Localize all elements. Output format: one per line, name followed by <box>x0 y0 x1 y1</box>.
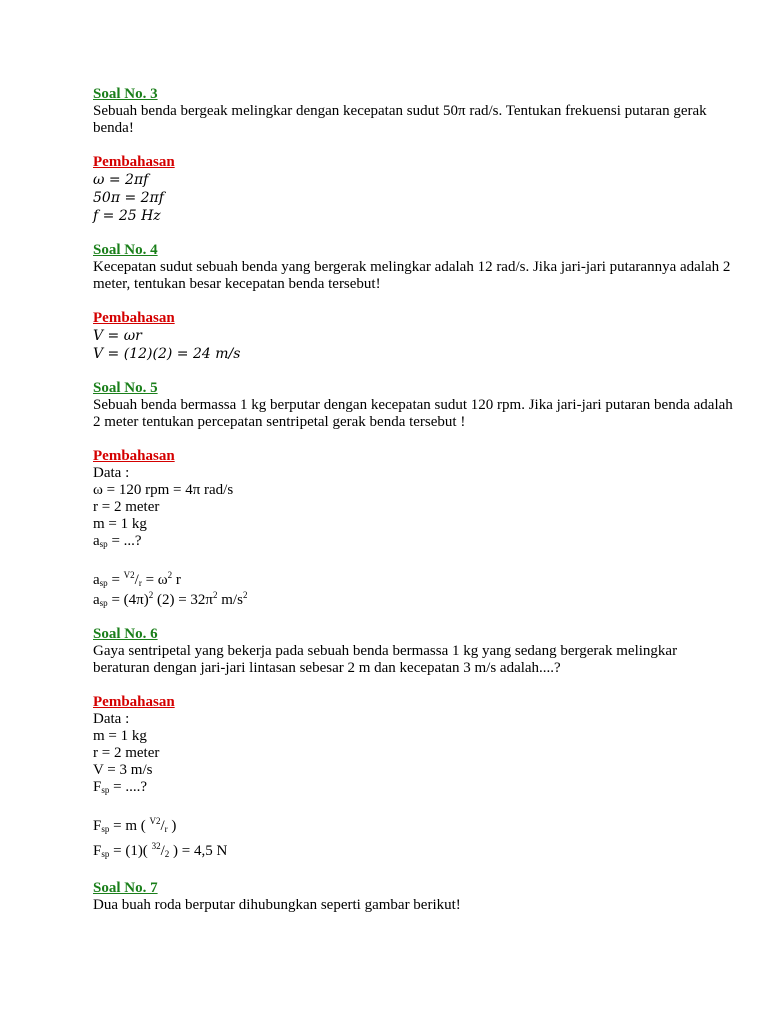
q5-solution-title: Pembahasan <box>93 448 175 464</box>
fsp-subscript: sp <box>101 785 110 795</box>
q6-fsp-question <box>93 779 733 796</box>
fraction-numerator: 32 <box>151 841 161 851</box>
fsp-question-text: = ....? <box>109 779 147 795</box>
q5-data-label: Data : <box>93 465 130 481</box>
q3-math-line-3: f = 25 Hz <box>93 208 161 224</box>
fraction-denominator: r <box>138 578 142 588</box>
q6-solution-title: Pembahasan <box>93 694 175 710</box>
q3-text: Sebuah benda bergeak melingkar dengan kecepatan sudut 50π rad/s. Tentukan frekuensi putaran gerak benda! <box>93 103 707 136</box>
q4-math-line-2: V = (12)(2) = 24 m/s <box>93 346 241 362</box>
fsp-symbol: F <box>93 779 102 795</box>
q5-formula-1: $a_{sp} = ^{V2}/r = \omega^2$ r <box>93 570 181 588</box>
q5-data-line-1: ω = 120 rpm = 4π rad/s <box>93 482 234 498</box>
q7-text: Dua buah roda berputar dihubungkan seperti gambar berikut! <box>93 897 461 913</box>
squared-exponent: 2 <box>242 590 248 600</box>
asp-subscript: sp <box>99 539 108 549</box>
formula-part: = m ( <box>109 818 150 834</box>
fsp-symbol: F <box>93 843 102 859</box>
formula-part: ) = 4,5 N <box>169 843 228 859</box>
q6-data-line-2: r = 2 meter <box>93 745 160 761</box>
q3-solution-title: Pembahasan <box>93 154 175 170</box>
q6-formula-2: $F_{sp} = (1)$( $^{32}$/2 ) = 4,5 N <box>93 841 228 859</box>
fraction-numerator: V2 <box>123 570 135 580</box>
formula-part: (2) = 32π <box>153 592 213 608</box>
q3-title: Soal No. 3 <box>93 86 158 102</box>
fraction-denominator: 2 <box>164 849 170 859</box>
q5-asp-question <box>93 533 733 550</box>
document-page <box>93 86 733 914</box>
fraction-denominator: r <box>164 824 168 834</box>
asp-symbol: a <box>93 572 100 588</box>
formula-part: ) <box>167 818 177 834</box>
q6-data-line-3: V = 3 m/s <box>93 762 153 778</box>
formula-part: = (1)( <box>109 843 152 859</box>
q6-formula-1: $F_{sp} = m$ ( $^{V2}$/r ) <box>93 816 177 834</box>
fraction-numerator: V2 <box>149 816 161 826</box>
squared-exponent: 2 <box>167 570 173 580</box>
q5-data-line-3: m = 1 kg <box>93 516 147 532</box>
formula-end: r <box>172 572 181 588</box>
q5-title: Soal No. 5 <box>93 380 158 396</box>
q5-formula-2 <box>93 592 733 609</box>
q3-math-line-2: 50π = 2πf <box>93 190 164 206</box>
q7-title: Soal No. 7 <box>93 880 158 896</box>
q4-math-line-1: V = ωr <box>93 328 142 344</box>
squared-exponent: 2 <box>148 590 154 600</box>
formula-part: = (4π) <box>107 592 149 608</box>
asp-question-text: = ...? <box>107 533 142 549</box>
q3-math-line-1: ω = 2πf <box>93 172 149 188</box>
asp-symbol: a <box>93 533 100 549</box>
q5-text: Sebuah benda bermassa 1 kg berputar dengan kecepatan sudut 120 rpm. Jika jari-jari putaran benda adalah 2 meter tentukan percepatan sentripetal gerak benda tersebut ! <box>93 397 733 430</box>
squared-exponent: 2 <box>213 590 218 600</box>
formula-part: m/s <box>217 592 243 608</box>
fsp-subscript: sp <box>101 824 110 834</box>
q6-title: Soal No. 6 <box>93 626 158 642</box>
fsp-symbol: F <box>93 818 102 834</box>
q6-data-line-1: m = 1 kg <box>93 728 147 744</box>
fsp-subscript: sp <box>101 849 110 859</box>
asp-subscript: sp <box>99 598 108 608</box>
asp-symbol: a <box>93 592 100 608</box>
q6-text: Gaya sentripetal yang bekerja pada sebuah benda bermassa 1 kg yang sedang bergerak melingkar beraturan dengan jari-jari lintasan sebesar 2 m dan kecepatan 3 m/s adalah....? <box>93 643 678 676</box>
q4-text: Kecepatan sudut sebuah benda yang bergerak melingkar adalah 12 rad/s. Jika jari-jari putarannya adalah 2 meter, tentukan besar kecepatan benda tersebut! <box>93 259 731 292</box>
q5-data-line-2: r = 2 meter <box>93 499 160 515</box>
q4-title: Soal No. 4 <box>93 242 158 258</box>
q6-data-label: Data : <box>93 711 130 727</box>
asp-subscript: sp <box>99 578 108 588</box>
q4-solution-title: Pembahasan <box>93 310 175 326</box>
formula-rest: = ω <box>141 572 168 588</box>
